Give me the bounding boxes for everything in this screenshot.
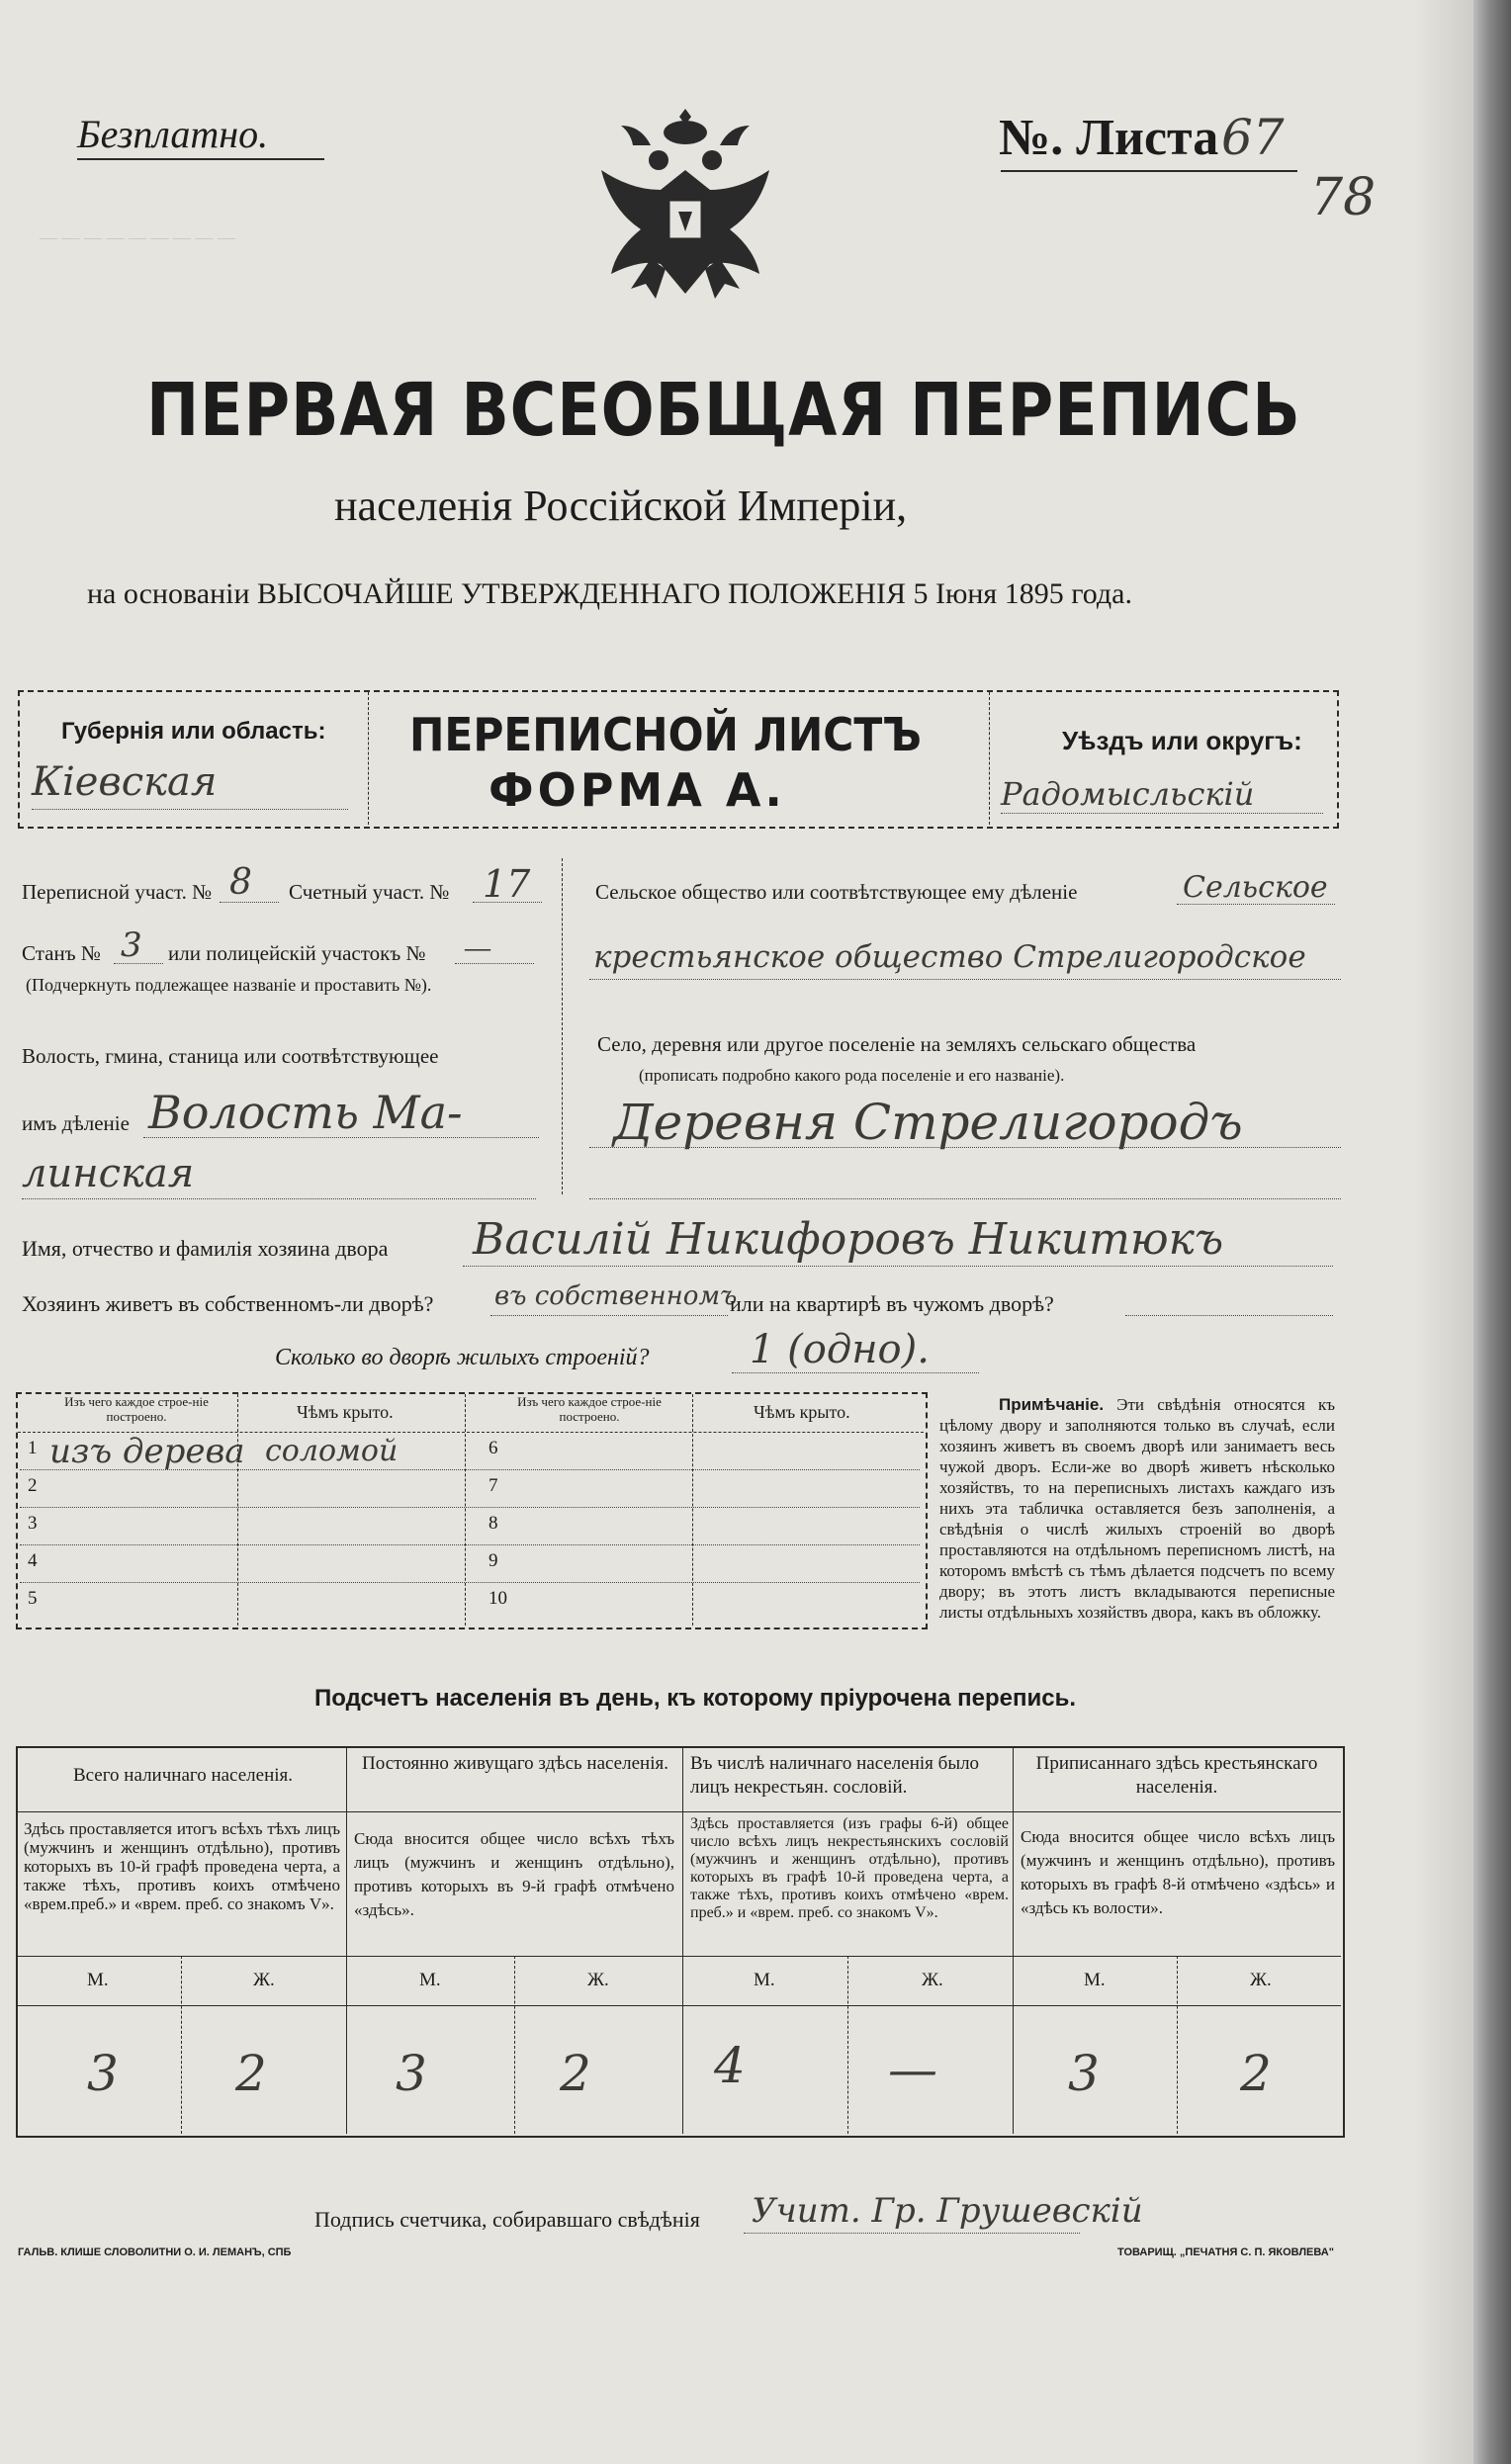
police-label: или полицейскій участокъ № — [168, 941, 426, 965]
pop-col1-m-label: М. — [87, 1970, 109, 1990]
page-edge — [1473, 0, 1511, 2464]
village-label: Село, деревня или другое поселеніе на земляхъ сельскаго общества — [597, 1032, 1197, 1056]
bt-row-3: 3 — [28, 1513, 38, 1534]
free-label: Безплатно. — [77, 112, 269, 156]
bt-col2-header: Чѣмъ крыто. — [297, 1402, 394, 1422]
owner-value: Василій Никифоровъ Никитюкъ — [473, 1214, 1224, 1265]
form-title-2: ФОРМА А. — [489, 763, 786, 817]
form-title-1: ПЕРЕПИСНОЙ ЛИСТЪ — [409, 708, 922, 761]
pop-col2-m-value: 3 — [396, 2045, 427, 2102]
footer-right: ТОВАРИЩ. „ПЕЧАТНЯ С. П. ЯКОВЛЕВА" — [1117, 2246, 1334, 2258]
society-value-1: Сельское — [1183, 870, 1328, 905]
bt-row-1: 1 — [28, 1438, 38, 1458]
pop-col2-f-label: Ж. — [587, 1970, 609, 1990]
pop-col2-header: Постоянно живущаго здѣсь населенія. — [362, 1753, 668, 1774]
sheet-label: №. Листа — [999, 110, 1219, 166]
imperial-eagle-icon — [581, 101, 789, 308]
signature-label: Подпись счетчика, собиравшаго свѣдѣнія — [314, 2207, 700, 2232]
pop-col1-f-value: 2 — [235, 2045, 267, 2102]
gubernia-value: Кіевская — [32, 759, 218, 805]
pop-col1-f-label: Ж. — [253, 1970, 275, 1990]
bt-row-8: 8 — [489, 1513, 498, 1534]
pop-col3-header: Въ числѣ наличнаго населенія было лицъ некрестьян. сословій. — [690, 1753, 980, 1798]
pop-col4-f-value: 2 — [1240, 2045, 1272, 2102]
sheet-number: 67 — [1221, 109, 1285, 166]
bt-row-10: 10 — [489, 1588, 507, 1609]
pop-col4-m-value: 3 — [1068, 2045, 1100, 2102]
perepis-uchast-value: 8 — [229, 862, 252, 903]
lives-label-1: Хозяинъ живетъ въ собственномъ-ли дворѣ? — [22, 1291, 434, 1316]
title-basis: на основаніи ВЫСОЧАЙШЕ УТВЕРЖДЕННАГО ПОЛОЖЕНІЯ 5 Іюня 1895 года. — [87, 577, 1132, 610]
society-label: Сельское общество или соотвѣтствующее ему дѣленіе — [595, 880, 1078, 904]
corner-number: 78 — [1310, 168, 1377, 227]
volost-value-1: Волость Ма- — [148, 1086, 463, 1139]
remark-label: Примѣчаніе. — [999, 1395, 1105, 1414]
bt-row1-material: изъ дерева — [49, 1432, 245, 1471]
volost-label-2: имъ дѣленіе — [22, 1111, 130, 1135]
bt-row-6: 6 — [489, 1438, 498, 1458]
pop-col2-desc: Сюда вносится общее число всѣхъ тѣхъ лицъ (мужчинъ и женщинъ отдѣльно), противъ которыхъ въ 9-й графѣ отмѣчено «здѣсь». — [354, 1829, 674, 1919]
population-title: Подсчетъ населенія въ день, къ которому пріурочена перепись. — [314, 1685, 1076, 1712]
village-note: (прописать подробно какого рода поселеніе и его названіе). — [639, 1066, 1065, 1085]
bt-row-2: 2 — [28, 1475, 38, 1496]
buildings-table — [16, 1392, 928, 1629]
schetny-value: 17 — [483, 862, 531, 906]
bt-row1-roof: соломой — [265, 1434, 399, 1468]
footer-left: ГАЛЬВ. КЛИШЕ СЛОВОЛИТНИ О. И. ЛЕМАНЪ, СПБ — [18, 2246, 292, 2258]
pop-col3-desc: Здѣсь проставляется (изъ графы 6-й) общее число всѣхъ лицъ некрестьянскихъ сословій (мужчинъ и женщинъ отдѣльно), противъ которыхъ въ графѣ 10-й проведена черта, а также тѣхъ, противъ коихъ отмѣчено «врем. преб.» и «врем. преб. со знакомъ V». — [690, 1815, 1009, 1921]
bleed-through: — — — — — — — — — — [40, 227, 235, 247]
lives-label-2: или на квартирѣ въ чужомъ дворѣ? — [730, 1291, 1054, 1316]
signature-value: Учит. Гр. Грушевскій — [752, 2191, 1143, 2231]
pop-col3-f-label: Ж. — [922, 1970, 943, 1990]
stan-value: 3 — [121, 925, 142, 965]
bt-row-9: 9 — [489, 1550, 498, 1571]
bt-col1-header: Изъ чего каждое строе-ніе построено. — [64, 1394, 209, 1424]
bt-col3-header: Изъ чего каждое строе-ніе построено. — [517, 1394, 662, 1424]
schetny-label: Счетный участ. № — [289, 880, 450, 904]
pop-col3-m-label: М. — [754, 1970, 775, 1990]
bt-col4-header: Чѣмъ крыто. — [754, 1402, 850, 1422]
pop-col2-m-label: М. — [419, 1970, 441, 1990]
buildings-value: 1 (одно). — [750, 1327, 930, 1372]
uezd-label: Уѣздъ или округъ: — [1062, 726, 1302, 755]
village-value: Деревня Стрелигородъ — [613, 1094, 1243, 1151]
pop-col3-m-value: 4 — [714, 2037, 746, 2094]
stan-label: Станъ № — [22, 941, 101, 965]
buildings-label: Сколько во дворѣ жилыхъ строеній? — [275, 1345, 650, 1370]
pop-col4-header: Приписаннаго здѣсь крестьянскаго населенія. — [1035, 1753, 1318, 1798]
police-value: — — [465, 933, 490, 962]
society-value-2: крестьянское общество Стрелигородское — [593, 939, 1306, 975]
bt-row-5: 5 — [28, 1588, 38, 1609]
owner-label: Имя, отчество и фамилія хозяина двора — [22, 1236, 389, 1261]
volost-value-2: линская — [22, 1151, 195, 1196]
pop-col3-f-value: — — [888, 2041, 937, 2098]
pop-col2-f-value: 2 — [560, 2045, 591, 2102]
title-main: ПЕРВАЯ ВСЕОБЩАЯ ПЕРЕПИСЬ — [146, 368, 1301, 453]
pop-col1-m-value: 3 — [87, 2045, 119, 2102]
bt-row-4: 4 — [28, 1550, 38, 1571]
population-table — [16, 1746, 1345, 2138]
lives-value: въ собственномъ — [494, 1281, 738, 1311]
uezd-value: Радомысльскій — [1001, 775, 1255, 813]
pop-col4-desc: Сюда вносится общее число всѣхъ лицъ (мужчинъ и женщинъ отдѣльно), противъ которыхъ въ графѣ 8-й отмѣчено «здѣсь» и «здѣсь къ волости». — [1021, 1827, 1335, 1917]
title-sub: населенія Россійской Имперіи, — [334, 482, 908, 530]
perepis-uchast-label: Переписной участ. № — [22, 880, 213, 904]
remark-text: Эти свѣдѣнія относятся къ цѣлому двору и заполняются только въ случаѣ, если хозяинъ живетъ въ своемъ дворѣ или занимаетъ весь чужой дворъ. Если-же во дворѣ живетъ нѣсколько хозяйствъ, то на переписныхъ листахъ каждаго изъ нихъ эта табличка оставляется безъ заполненія, а свѣдѣнія о числѣ жилыхъ строеній во дворѣ проставляются на отдѣльномъ переписномъ листѣ, на которомъ вмѣстѣ съ тѣмъ дѣлается подсчетъ по всему двору; въ этотъ листъ вкладываются переписные листы отдѣльныхъ хозяйствъ двора, какъ въ обложку. — [939, 1395, 1336, 1622]
gubernia-label: Губернія или область: — [61, 718, 326, 745]
pop-col4-m-label: М. — [1084, 1970, 1106, 1990]
volost-label-1: Волость, гмина, станица или соотвѣтствующее — [22, 1044, 439, 1068]
pop-col1-desc: Здѣсь проставляется итогъ всѣхъ тѣхъ лицъ (мужчинъ и женщинъ отдѣльно), противъ которыхъ въ 10-й графѣ проведена черта, а также тѣхъ, противъ коихъ отмѣчено «врем.преб.» и «врем. преб. со знакомъ V». — [24, 1819, 340, 1913]
bt-row-7: 7 — [489, 1475, 498, 1496]
pop-col4-f-label: Ж. — [1250, 1970, 1272, 1990]
stan-note: (Подчеркнуть подлежащее названіе и проставить №). — [26, 975, 432, 995]
pop-col1-header: Всего наличнаго населенія. — [72, 1765, 294, 1786]
remark — [939, 1394, 1335, 1623]
